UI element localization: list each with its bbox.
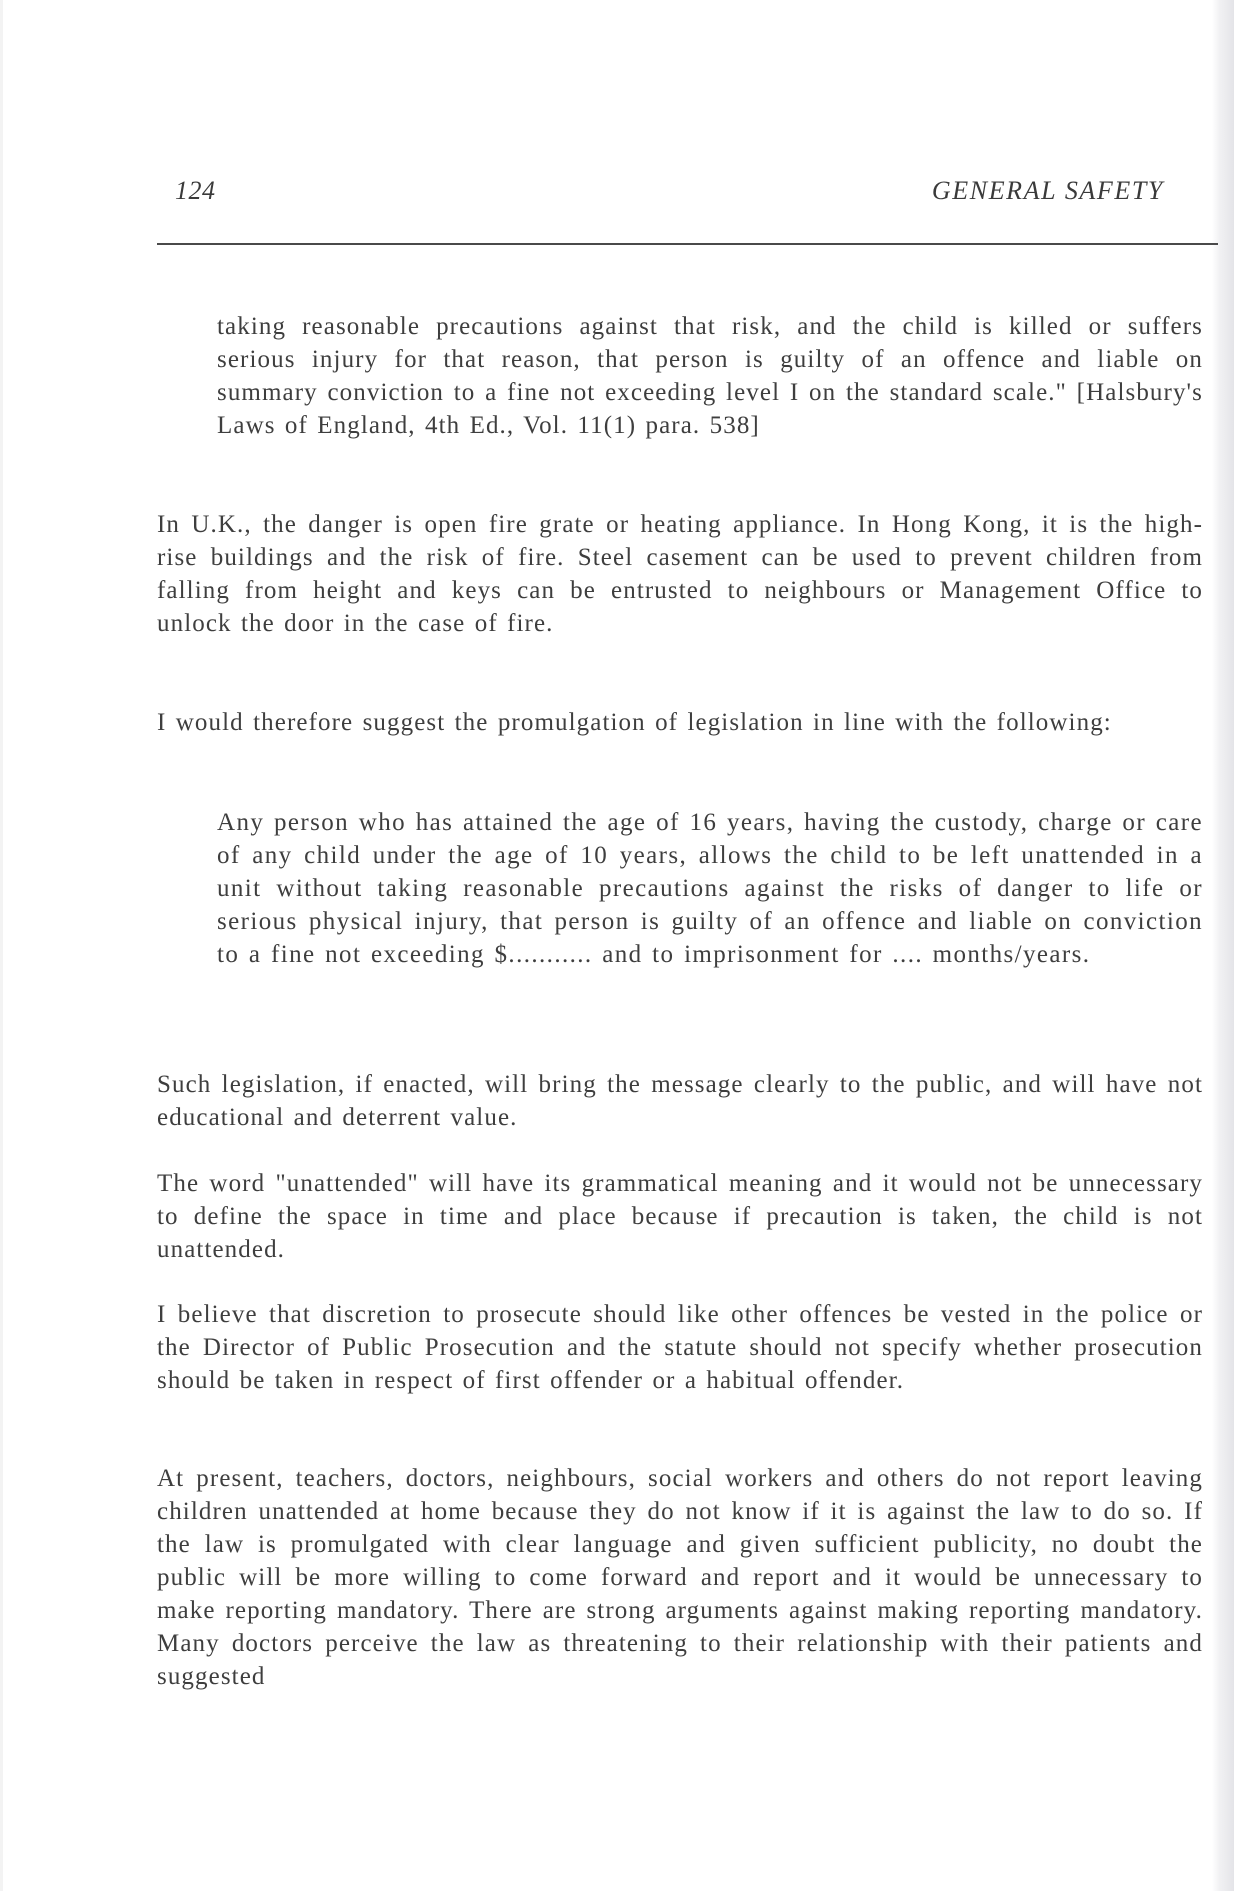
section-title: GENERAL SAFETY	[931, 176, 1164, 205]
unattended-definition-paragraph	[157, 1167, 1203, 1266]
paragraph: Any person who has attained the age of 16 years, having the custody, charge or care of any child under the age of 10 years, allows the child to be left unattended in a unit without taking reasonable precautions against the risks of danger to life or serious physical injury, that person is guilty of an offence and liable on conviction to a fine not exceeding $........... and to imprisonment for .... months/years.	[217, 809, 1203, 968]
paragraph: I would therefore suggest the promulgation of legislation in line with the following:	[157, 709, 1112, 736]
running-header	[157, 176, 1214, 216]
paragraph: In U.K., the danger is open fire grate or heating appliance. In Hong Kong, it is the high-rise buildings and the risk of fire. Steel casement can be used to prevent children from falling from height and keys can be entrusted to neighbours or Management Office to unlock the door in the case of fire.	[157, 511, 1203, 637]
reporting-paragraph	[157, 1462, 1203, 1693]
header-rule	[157, 243, 1218, 245]
paragraph: I believe that discretion to prosecute should like other offences be vested in the police or the Director of Public Prosecution and the statute should not specify whether prosecution should be taken in respect of first offender or a habitual offender.	[157, 1301, 1203, 1394]
page-number: 124	[175, 176, 216, 205]
paragraph: At present, teachers, doctors, neighbours, social workers and others do not report leaving children unattended at home because they do not know if it is against the law to do so. If the law is promulgated with clear language and given sufficient publicity, no doubt the public will be more willing to come forward and report and it would be unnecessary to make reporting mandatory. There are strong arguments against making reporting mandatory. Many doctors perceive the law as threatening to their relationship with their patients and suggested	[157, 1465, 1203, 1690]
quoted-statute-continuation	[217, 310, 1203, 442]
paragraph: Such legislation, if enacted, will bring the message clearly to the public, and will have not educational and deterrent value.	[157, 1071, 1203, 1131]
prosecution-discretion-paragraph	[157, 1298, 1203, 1397]
such-legislation-paragraph	[157, 1068, 1203, 1134]
uk-hong-kong-paragraph	[157, 508, 1203, 640]
page-left-edge-shadow	[0, 0, 3, 1891]
paragraph: The word "unattended" will have its grammatical meaning and it would not be unnecessary to define the space in time and place because if precaution is taken, the child is not unattended.	[157, 1170, 1203, 1263]
suggestion-paragraph	[157, 706, 1203, 739]
paragraph: taking reasonable precautions against that risk, and the child is killed or suffers serious injury for that reason, that person is guilty of an offence and liable on summary conviction to a fine not exceeding level I on the standard scale." [Halsbury's Laws of England, 4th Ed., Vol. 11(1) para. 538]	[217, 313, 1203, 439]
page-right-edge-shadow	[1212, 0, 1234, 1891]
proposed-legislation-block	[217, 806, 1203, 971]
